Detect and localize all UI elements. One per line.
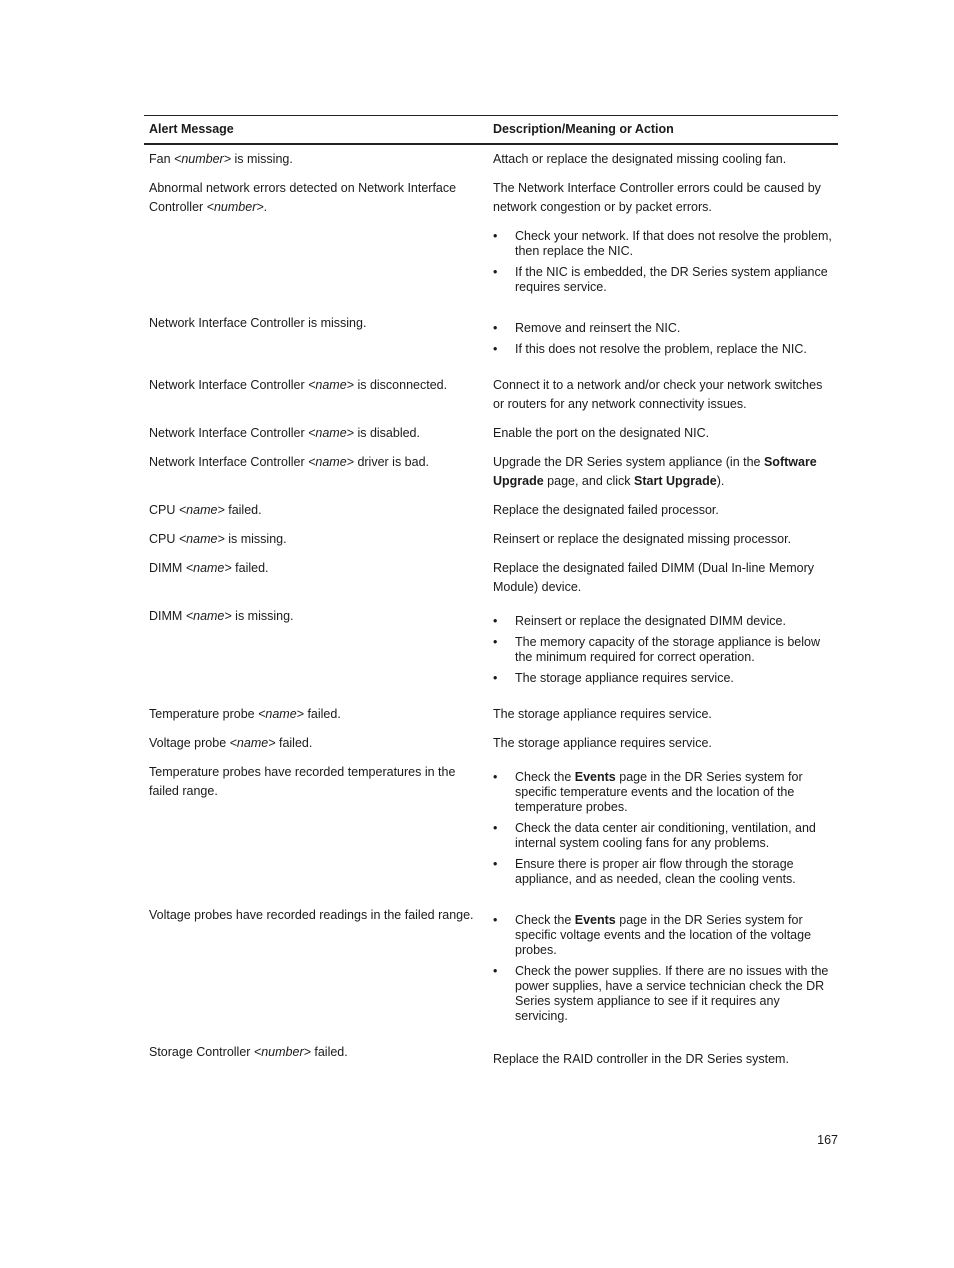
text-run: ). — [716, 474, 725, 488]
alert-message-cell — [144, 1038, 488, 1074]
text-run: is disconnected. — [353, 378, 448, 392]
text-run: page in the DR Series system for specific voltage events and the location of the voltage probes. — [515, 913, 812, 957]
description-text — [493, 530, 833, 549]
placeholder-token: <name> — [308, 378, 354, 392]
text-run: Fan — [149, 152, 175, 166]
action-list — [493, 913, 833, 1024]
alert-message-cell — [144, 554, 488, 602]
text-run: If this does not resolve the problem, replace the NIC. — [515, 342, 807, 356]
text-run: Upgrade the DR Series system appliance (in the — [493, 455, 764, 469]
text-run: The memory capacity of the storage appliance is below the minimum required for correct operation. — [515, 635, 821, 664]
text-run: is missing. — [231, 609, 294, 623]
ui-term: Start Upgrade — [634, 474, 717, 488]
table-row — [144, 700, 838, 729]
action-list — [493, 321, 833, 357]
description-cell — [488, 758, 838, 901]
text-run: Abnormal network errors detected on Network Interface Controller — [149, 181, 457, 214]
text-run: page, and click — [543, 474, 635, 488]
placeholder-token: <name> — [308, 455, 354, 469]
text-run: Remove and reinsert the NIC. — [515, 321, 681, 335]
text-run: failed. — [303, 707, 341, 721]
list-item — [493, 964, 833, 1024]
table-row — [144, 144, 838, 174]
table-row — [144, 419, 838, 448]
text-run: failed. — [275, 736, 313, 750]
placeholder-token: <name> — [178, 532, 225, 546]
list-item — [493, 342, 833, 357]
description-cell — [488, 700, 838, 729]
alert-message-cell — [144, 419, 488, 448]
table-row — [144, 1038, 838, 1074]
description-cell — [488, 1038, 838, 1074]
ui-term: Software Upgrade — [493, 455, 817, 488]
description-cell — [488, 554, 838, 602]
list-item — [493, 770, 833, 815]
table-row — [144, 496, 838, 525]
alert-table-header — [144, 116, 838, 145]
list-item — [493, 614, 833, 629]
alert-table — [144, 115, 838, 1074]
description-cell — [488, 901, 838, 1038]
text-run: Network Interface Controller is missing. — [149, 316, 367, 330]
description-text — [493, 734, 833, 753]
text-run: Replace the RAID controller in the DR Series system. — [493, 1052, 789, 1066]
table-row — [144, 448, 838, 496]
text-run: Replace the designated failed DIMM (Dual In-line Memory Module) device. — [493, 561, 814, 594]
action-list — [493, 614, 833, 686]
list-item — [493, 321, 833, 336]
text-run: Ensure there is proper air flow through the storage appliance, and as needed, clean the cooling vents. — [515, 857, 796, 886]
alert-message-cell — [144, 901, 488, 1038]
table-row — [144, 554, 838, 602]
description-cell — [488, 448, 838, 496]
text-run: page in the DR Series system for specific temperature events and the location of the temperature probes. — [515, 770, 803, 814]
text-run: is disabled. — [353, 426, 420, 440]
placeholder-token: <name> — [308, 426, 354, 440]
text-run: . — [263, 200, 268, 214]
description-text — [493, 559, 833, 597]
text-run: The Network Interface Controller errors could be caused by network congestion or by packet errors. — [493, 181, 821, 214]
list-item — [493, 671, 833, 686]
table-row — [144, 729, 838, 758]
header-description: Description/Meaning or Action — [488, 116, 838, 145]
description-cell — [488, 419, 838, 448]
description-text — [493, 705, 833, 724]
text-run: Check the — [515, 913, 575, 927]
placeholder-token: <number> — [253, 1045, 311, 1059]
description-cell — [488, 144, 838, 174]
description-text — [493, 179, 833, 217]
text-run: CPU — [149, 503, 179, 517]
text-run: Reinsert or replace the designated DIMM device. — [515, 614, 786, 628]
alert-message-cell — [144, 371, 488, 419]
alert-message-cell — [144, 309, 488, 371]
list-item — [493, 857, 833, 887]
text-run: The storage appliance requires service. — [493, 736, 712, 750]
list-item — [493, 913, 833, 958]
table-row — [144, 371, 838, 419]
alert-message-cell — [144, 758, 488, 901]
description-text — [493, 150, 833, 169]
description-text — [493, 1050, 833, 1069]
description-text — [493, 501, 833, 520]
text-run: DIMM — [149, 561, 186, 575]
text-run: Reinsert or replace the designated missing processor. — [493, 532, 792, 546]
description-text — [493, 424, 833, 443]
alert-message-cell — [144, 729, 488, 758]
page-number: 167 — [817, 1133, 838, 1147]
description-text — [493, 376, 833, 414]
ui-term: Events — [574, 770, 616, 784]
list-item — [493, 229, 833, 259]
text-run: Enable the port on the designated NIC. — [493, 426, 710, 440]
text-run: failed. — [310, 1045, 348, 1059]
text-run: failed. — [224, 503, 262, 517]
text-run: is missing. — [224, 532, 287, 546]
text-run: Check the — [515, 770, 575, 784]
description-cell — [488, 496, 838, 525]
placeholder-token: <number> — [206, 200, 264, 214]
table-row — [144, 901, 838, 1038]
table-row — [144, 602, 838, 700]
header-alert-message: Alert Message — [144, 116, 488, 145]
placeholder-token: <name> — [229, 736, 276, 750]
description-cell — [488, 371, 838, 419]
placeholder-token: <name> — [178, 503, 225, 517]
page-content — [144, 115, 838, 1074]
description-text — [493, 453, 833, 491]
description-cell — [488, 729, 838, 758]
text-run: Connect it to a network and/or check your network switches or routers for any network connectivity issues. — [493, 378, 823, 411]
text-run: The storage appliance requires service. — [493, 707, 712, 721]
placeholder-token: <number> — [174, 152, 231, 166]
text-run: Check your network. If that does not resolve the problem, then replace the NIC. — [515, 229, 832, 258]
text-run: Temperature probe — [149, 707, 259, 721]
description-cell — [488, 309, 838, 371]
text-run: CPU — [149, 532, 179, 546]
placeholder-token: <name> — [185, 561, 232, 575]
alert-message-cell — [144, 174, 488, 309]
description-cell — [488, 602, 838, 700]
list-item — [493, 821, 833, 851]
text-run: Voltage probes have recorded readings in the failed range. — [149, 908, 474, 922]
alert-message-cell — [144, 602, 488, 700]
text-run: Network Interface Controller — [149, 426, 309, 440]
action-list — [493, 229, 833, 295]
ui-term: Events — [574, 913, 616, 927]
text-run: The storage appliance requires service. — [515, 671, 734, 685]
description-cell — [488, 174, 838, 309]
description-cell — [488, 525, 838, 554]
text-run: Voltage probe — [149, 736, 230, 750]
placeholder-token: <name> — [258, 707, 304, 721]
alert-message-cell — [144, 525, 488, 554]
alert-table-body — [144, 144, 838, 1074]
text-run: Network Interface Controller — [149, 378, 309, 392]
text-run: Attach or replace the designated missing cooling fan. — [493, 152, 787, 166]
alert-message-cell — [144, 448, 488, 496]
text-run: Replace the designated failed processor. — [493, 503, 719, 517]
text-run: Temperature probes have recorded temperatures in the failed range. — [149, 765, 456, 798]
list-item — [493, 265, 833, 295]
action-list — [493, 770, 833, 887]
text-run: DIMM — [149, 609, 186, 623]
alert-message-cell — [144, 496, 488, 525]
table-row — [144, 174, 838, 309]
text-run: If the NIC is embedded, the DR Series system appliance requires service. — [515, 265, 828, 294]
text-run: failed. — [231, 561, 269, 575]
table-row — [144, 525, 838, 554]
table-row — [144, 758, 838, 901]
text-run: driver is bad. — [353, 455, 429, 469]
table-row — [144, 309, 838, 371]
text-run: Check the data center air conditioning, ventilation, and internal system cooling fans for any problems. — [515, 821, 816, 850]
placeholder-token: <name> — [185, 609, 232, 623]
text-run: Network Interface Controller — [149, 455, 309, 469]
alert-message-cell — [144, 700, 488, 729]
alert-message-cell — [144, 144, 488, 174]
text-run: is missing. — [231, 152, 293, 166]
text-run: Storage Controller — [149, 1045, 254, 1059]
text-run: Check the power supplies. If there are no issues with the power supplies, have a service technician check the DR Series system appliance to see if it requires any servicing. — [515, 964, 829, 1023]
list-item — [493, 635, 833, 665]
